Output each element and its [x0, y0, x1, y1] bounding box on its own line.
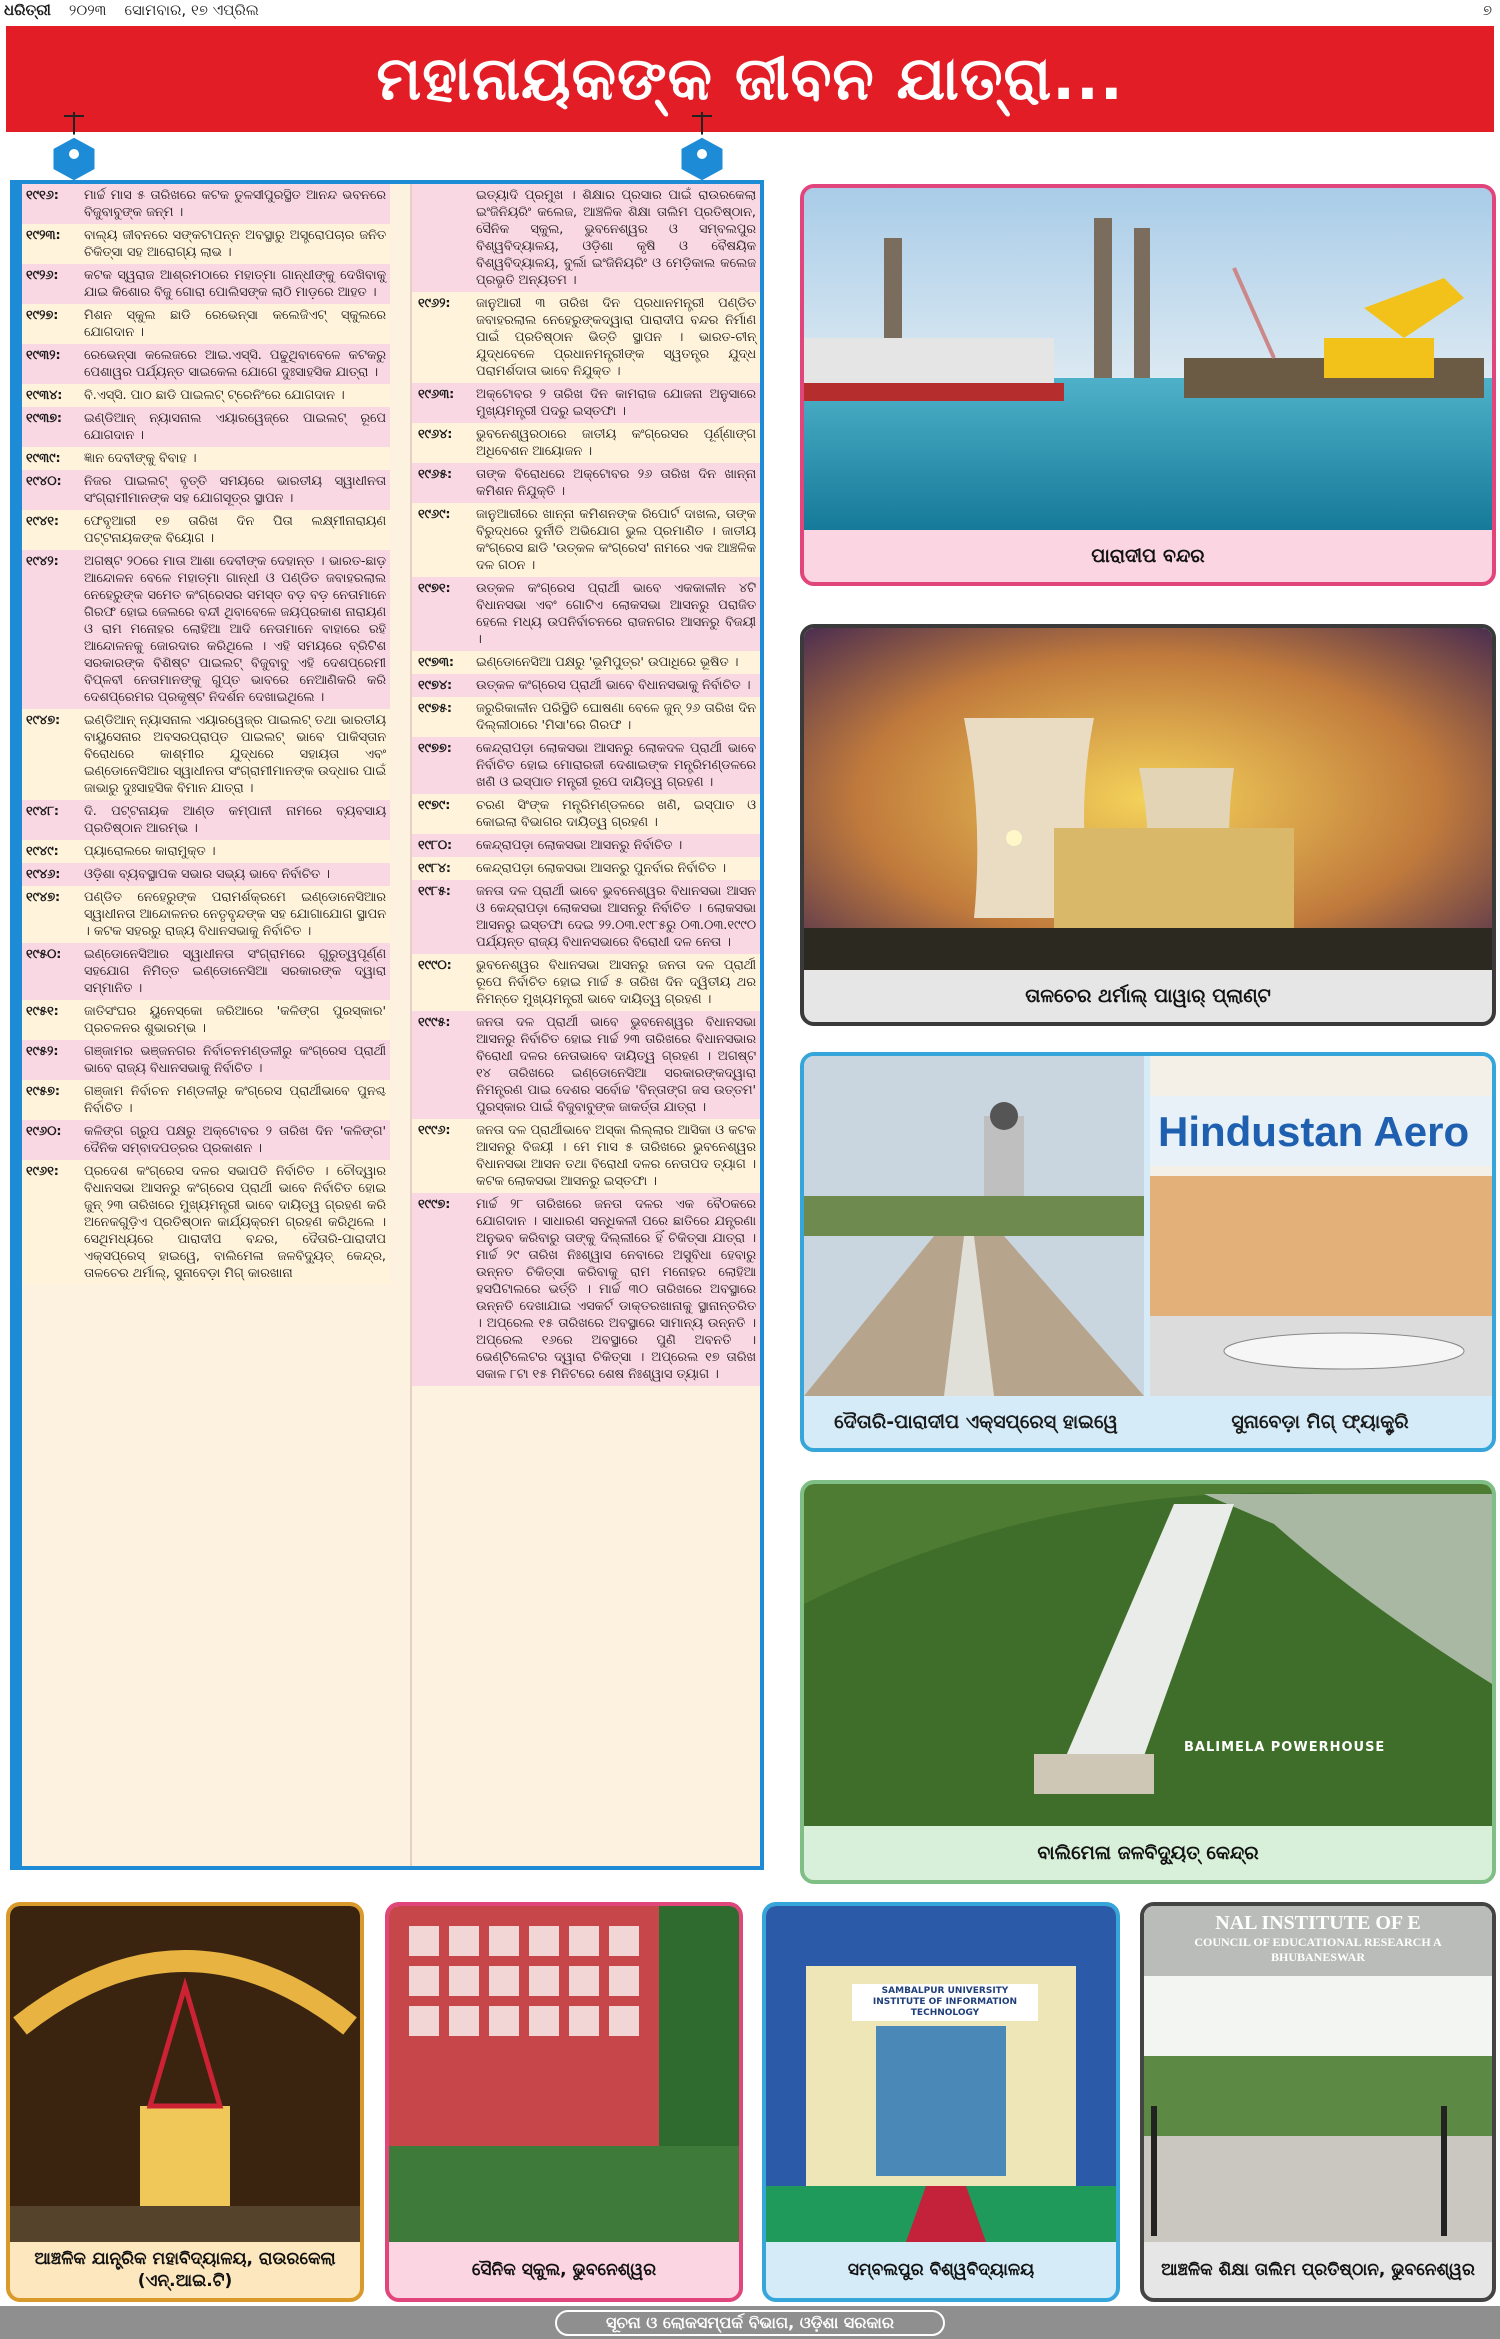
timeline-entry [22, 470, 390, 510]
hanger-hook-icon [38, 112, 110, 184]
timeline-entry [412, 292, 760, 383]
timeline-text: ମାର୍ଚ୍ଚ ୨୮ ତାରିଖରେ ଜନତା ଦଳର ଏକ ବୈଠକରେ ଯୋଗଦାନ । ସାଧାରଣ ସନ୍ଧିକଳୀ ପରେ ଛାତିରେ ଯନ୍ତ୍ରଣା ଅନୁଭବ କରିବାରୁ ତାଙ୍କୁ ଦିଲ୍ଲୀରେ ହିଁ ଚିକିତ୍ସା ଯାତ୍ରା । ମାର୍ଚ୍ଚ ୨୯ ତାରିଖ ନିଃଶ୍ୱାସ ନେବାରେ ଅସୁବିଧା ହେବାରୁ ଉନ୍ନତ ଚିକିତ୍ସା କରିବାକୁ ରାମ ମନୋହର ଲୋହିଆ ହସପିଟାଲରେ ଭର୍ତ୍ତି । ମାର୍ଚ୍ଚ ୩୦ ତାରିଖରେ ଅବସ୍ଥାରେ ଉନ୍ନତି ଦେଖାଯାଇ ଏସକର୍ଟ ଡାକ୍ତରଖାନାକୁ ସ୍ଥାନାନ୍ତରିତ । ଅପ୍ରେଲ ୧୫ ତାରିଖରେ ଅବସ୍ଥାରେ ସାମାନ୍ୟ ଉନ୍ନତି । ଅପ୍ରେଲ ୧୬ରେ ଅବସ୍ଥାରେ ପୁଣି ଅବନତି । ଭେଣ୍ଟିଲେଟର ଦ୍ୱାରା ଚିକିତ୍ସା । ଅପ୍ରେଲ ୧୭ ତାରିଖ ସକାଳ ୮ଟା ୧୫ ମିନିଟରେ ଶେଷ ନିଃଶ୍ୱାସ ତ୍ୟାଗ । [476, 1197, 756, 1382]
timeline-entry [412, 1193, 760, 1386]
timeline-text: ଇଣ୍ଡୋନେସିଆ ପକ୍ଷରୁ 'ଭୂମିପୁତ୍ର' ଉପାଧିରେ ଭୂଷିତ । [476, 655, 739, 670]
timeline-year: ୧୯୩୯: [26, 451, 61, 466]
talcher-thermal-photo [804, 628, 1492, 970]
timeline-text: ଉତ୍କଳ କଂଗ୍ରେସ ପ୍ରାର୍ଥୀ ଭାବେ ବିଧାନସଭାକୁ ନିର୍ବାଚିତ । [476, 678, 751, 693]
timeline-entry [412, 697, 760, 737]
timeline-year: ୧୯୪୬: [26, 867, 61, 882]
timeline-year: ୧୯୯୫: [418, 1015, 451, 1030]
caption-mig-factory: ସୁନାବେଡ଼ା ମିଗ୍ ଫ୍ୟାକ୍ଟ୍ରି [1231, 1411, 1409, 1433]
timeline-entry [22, 1040, 390, 1080]
timeline-entry [412, 954, 760, 1011]
timeline-entry [412, 1011, 760, 1119]
photo-card-paradip-port [800, 184, 1496, 586]
timeline-year: ୧୯୪୮: [26, 804, 60, 819]
timeline-year: ୧୯୫୨: [26, 1044, 59, 1059]
timeline-entry [22, 886, 390, 943]
timeline-text: ତାଙ୍କ ବିରୋଧରେ ଅକ୍ଟୋବର ୨୬ ତାରିଖ ଦିନ ଖାନ୍ନା କମିଶନ ନିଯୁକ୍ତି । [476, 467, 756, 499]
photo-card-talcher-thermal [800, 624, 1496, 1026]
caption-sainik-school: ସୈନିକ ସ୍କୁଲ, ଭୁବନେଶ୍ୱର [471, 2260, 657, 2280]
timeline-column-right [410, 184, 760, 1866]
photo-card-riet [1140, 1902, 1496, 2302]
timeline-entry [22, 943, 390, 1000]
timeline-text: ଇଣ୍ଡୋନେସିଆର ସ୍ୱାଧୀନତା ସଂଗ୍ରାମରେ ଗୁରୁତ୍ୱପୂର୍ଣ୍ଣ ସହଯୋଗ ନିମିତ୍ତ ଇଣ୍ଡୋନେସିଆ ସରକାରଙ୍କ ଦ୍ୱାରା ସମ୍ମାନିତ । [84, 947, 386, 996]
timeline-entry [412, 1119, 760, 1193]
timeline-panel [10, 180, 764, 1870]
title-banner [6, 26, 1494, 132]
footer-credit: ସୂଚନା ଓ ଲୋକସମ୍ପର୍କ ବିଭାଗ, ଓଡ଼ିଶା ସରକାର [555, 2310, 945, 2336]
page-title: ମହାନାୟକଙ୍କ ଜୀବନ ଯାତ୍ରା... [376, 44, 1124, 114]
timeline-text: ଇତ୍ୟାଦି ପ୍ରମୁଖ । ଶିକ୍ଷାର ପ୍ରସାର ପାଇଁ ରାଉରକେଲା ଇଂଜିନିୟରିଂ କଲେଜ, ଆଞ୍ଚଳିକ ଶିକ୍ଷା ତାଲିମ ପ୍ରତିଷ୍ଠାନ, ସୈନିକ ସ୍କୁଲ, ଭୁବନେଶ୍ୱର ଓ ସମ୍ବଲପୁର ବିଶ୍ୱବିଦ୍ୟାଳୟ, ଓଡ଼ିଶା କୃଷି ଓ ବୈଷୟିକ ବିଶ୍ୱବିଦ୍ୟାଳୟ, ବୁର୍ଲା ଇଂଜିନିୟରିଂ ଓ ମେଡ଼ିକାଲ କଲେଜ ପ୍ରଭୃତି ଅନ୍ୟତମ । [476, 188, 756, 288]
timeline-text: ଜନତା ଦଳ ପ୍ରାର୍ଥୀ ଭାବେ ଭୁବନେଶ୍ୱର ବିଧାନସଭା ଆସନ ଓ କେନ୍ଦ୍ରାପଡ଼ା ଲୋକସଭା ଆସନରୁ ନିର୍ବାଚିତ । ଲୋକସଭା ଆସନରୁ ଇସ୍ତଫା ଦେଇ ୨୨.୦୩.୧୯୮୫ରୁ ୦୩.୦୩.୧୯୯୦ ପର୍ଯ୍ୟନ୍ତ ରାଜ୍ୟ ବିଧାନସଭାରେ ବିରୋଧୀ ଦଳ ନେତା । [476, 884, 756, 950]
timeline-year: ୧୯୪୭: [26, 890, 61, 905]
timeline-year: ୧୯୬୧: [26, 1164, 59, 1179]
balimela-hydro-photo [804, 1484, 1492, 1826]
caption-balimela: ବାଲିମେଳା ଜଳବିଦ୍ୟୁତ୍ କେନ୍ଦ୍ର [1037, 1842, 1259, 1864]
timeline-entry [22, 709, 390, 800]
riet-sign-line-2: COUNCIL OF EDUCATIONAL RESEARCH A [1194, 1935, 1442, 1949]
timeline-entry [22, 1120, 390, 1160]
timeline-text: ଓଡ଼ିଶା ବ୍ୟବସ୍ଥାପକ ସଭାର ସଭ୍ୟ ଭାବେ ନିର୍ବାଚିତ । [84, 867, 330, 882]
timeline-text: କଟକ ସ୍ୱରାଜ ଆଶ୍ରମଠାରେ ମହାତ୍ମା ଗାନ୍ଧୀଙ୍କୁ ଦେଖିବାକୁ ଯାଇ କିଶୋର ବିଜୁ ଗୋରା ପୋଲିସଙ୍କ ଲାଠି ମାଡ଼ରେ ଆହତ । [84, 268, 386, 300]
timeline-entry [22, 304, 390, 344]
hanger-hook-icon [666, 112, 738, 184]
timeline-year: ୧୯୭୯: [418, 798, 451, 813]
caption-paradip-port: ପାରାଦୀପ ବନ୍ଦର [1091, 545, 1205, 567]
paradip-port-photo [804, 188, 1492, 530]
riet-sign [1144, 1912, 1492, 1965]
photo-card-sambalpur-university [762, 1902, 1120, 2302]
timeline-entry [22, 384, 390, 407]
rec-rourkela-photo [10, 1906, 360, 2242]
timeline-year: ୧୯୩୭: [26, 411, 63, 426]
timeline-year: ୧୯୬୫: [418, 467, 453, 482]
timeline-year: ୧୯୭୧: [418, 581, 451, 596]
timeline-year: ୧୯୭୭: [418, 741, 452, 756]
photo-card-balimela [800, 1480, 1496, 1884]
timeline-entry [22, 264, 390, 304]
timeline-entry [412, 737, 760, 794]
timeline-text: ଅଗଷ୍ଟ ୨୦ରେ ମାତା ଆଶା ଦେବୀଙ୍କ ଦେହାନ୍ତ । ଭାରତ-ଛାଡ଼ ଆନ୍ଦୋଳନ ବେଳେ ମହାତ୍ମା ଗାନ୍ଧୀ ଓ ପଣ୍ଡିତ ଜବାହରଲାଲ ନେହେରୁଙ୍କ ସମେତ କଂଗ୍ରେସର ସମସ୍ତ ବଡ଼ ବଡ଼ ନେତାମାନେ ଗିରଫ ହୋଇ ଜେଲରେ ବନ୍ଦୀ ଥିବାବେଳେ ଜୟପ୍ରକାଶ ନାରାୟଣ ଓ ରାମ ମନୋହର ଲୋହିଆ ଆଦି ନେତାମାନେ ବାହାରେ ରହି ଆନ୍ଦୋଳନକୁ ଜୋରଦାର କରିଥିଲେ । ଏହି ସମୟରେ ବ୍ରିଟିଶ ସରକାରଙ୍କ ବିଶିଷ୍ଟ ପାଇଲଟ୍ ବିଜୁବାବୁ ଏହି ଦେଶପ୍ରେମୀ ବିପ୍ଳବୀ ନେତାମାନଙ୍କୁ ଗୁପ୍ତ ଭାବରେ ନେଆଣିକରି କରି ଦେଶପ୍ରେମର ପ୍ରକୃଷ୍ଟ ନିଦର୍ଶନ ଦେଖାଇଥିଲେ । [84, 554, 386, 705]
caption-highway: ଦୈତାରି-ପାରାଦୀପ ଏକ୍ସପ୍ରେସ୍ ହାଇୱେ [834, 1411, 1118, 1433]
timeline-text: ରେଭେନ୍ସା କଲେଜରେ ଆଇ.ଏସ୍‌ସି. ପଢୁଥିବାବେଳେ କଟକରୁ ପେଶାୱର ପର୍ଯ୍ୟନ୍ତ ସାଇକେଲ ଯୋଗେ ଦୁଃସାହସିକ ଯାତ୍ରା । [84, 348, 386, 380]
timeline-year: ୧୯୯୬: [418, 1123, 451, 1138]
timeline-year: ୧୯୬୨: [418, 296, 451, 311]
timeline-year: ୧୯୪୦: [26, 474, 62, 489]
timeline-text: ବାଲ୍ୟ ଜୀବନରେ ସଙ୍କଟାପନ୍ନ ଅବସ୍ଥାରୁ ଅସ୍ତ୍ରୋପଚାର ଜନିତ ଚିକିତ୍ସା ସହ ଆରୋଗ୍ୟ ଲାଭ । [84, 228, 386, 260]
header-date: ସୋମବାର, ୧୭ ଏପ୍ରିଲ [124, 1, 259, 19]
timeline-year: ୧୯୪୯: [26, 844, 59, 859]
timeline-text: କେନ୍ଦ୍ରାପଡ଼ା ଲୋକସଭା ଆସନରୁ ଲୋକଦଳ ପ୍ରାର୍ଥୀ ଭାବେ ନିର୍ବାଚିତ ହୋଇ ମୋରାରଜୀ ଦେଶାଇଙ୍କ ମନ୍ତ୍ରିମଣ୍ଡଳରେ ଖଣି ଓ ଇସ୍ପାତ ମନ୍ତ୍ରୀ ରୂପେ ଦାୟିତ୍ୱ ଗ୍ରହଣ । [476, 741, 756, 790]
timeline-entry [412, 880, 760, 954]
timeline-text: ଇଣ୍ଡିଆନ୍ ନ୍ୟାସନାଲ ଏୟାରୱେଜ୍‌ରେ ପାଇଲଟ୍ ରୂପେ ଯୋଗଦାନ । [84, 411, 386, 443]
timeline-text: ଜନତା ଦଳ ପ୍ରାର୍ଥୀଭାବେ ଅସ୍କା ଲିଲ୍ଲାର ଆସିକା ଓ କଟକ ଆସନରୁ ବିଜୟୀ । ମେ ମାସ ୫ ତାରିଖରେ ଭୁବନେଶ୍ୱର ବିଧାନସଭା ଆସନ ତଥା ବିରୋଧୀ ଦଳର ନେତାପଦ ତ୍ୟାଗ । କଟକ ଲୋକସଭା ଆସନରୁ ଇସ୍ତଫା । [476, 1123, 756, 1189]
timeline-year: ୧୯୭୫: [418, 701, 452, 716]
timeline-year: ୧୯୨୩: [26, 228, 61, 243]
timeline-year: ୧୯୯୦: [418, 958, 452, 973]
footer-strip [0, 2306, 1500, 2339]
timeline-text: ଉତ୍କଳ କଂଗ୍ରେସ ପ୍ରାର୍ଥୀ ଭାବେ ଏକକାଳୀନ ୪ଟି ବିଧାନସଭା ଏବଂ ଗୋଟିଏ ଲୋକସଭା ଆସନରୁ ପରାଜିତ ହେଲେ ମଧ୍ୟ ଉପନିର୍ବାଚନରେ ରାଜନଗର ଆସନରୁ ବିଜୟୀ । [476, 581, 756, 647]
timeline-year: ୧୯୪୭: [26, 713, 61, 728]
sainik-school-photo [389, 1906, 739, 2242]
timeline-entry [22, 840, 390, 863]
timeline-text: କେନ୍ଦ୍ରାପଡ଼ା ଲୋକସଭା ଆସନରୁ ପୁନର୍ବାର ନିର୍ବାଚିତ । [476, 861, 726, 876]
timeline-text: ଫେବୃଆରୀ ୧୭ ତାରିଖ ଦିନ ପିତା ଲକ୍ଷ୍ମୀନାରାୟଣ ପଟ୍ଟନାୟକଙ୍କ ବିୟୋଗ । [84, 514, 386, 546]
timeline-year: ୧୯୬୪: [418, 427, 453, 442]
hal-sign: Hindustan Aero [1158, 1108, 1470, 1155]
timeline-entry [22, 550, 390, 709]
timeline-year: ୧୯୪୨: [26, 554, 59, 569]
timeline-entry [412, 834, 760, 857]
timeline-year [418, 187, 472, 289]
timeline-entry [22, 1080, 390, 1120]
caption-riet: ଆଞ୍ଚଳିକ ଶିକ୍ଷା ତାଲିମ ପ୍ରତିଷ୍ଠାନ, ଭୁବନେଶ୍ୱର [1161, 2260, 1475, 2280]
timeline-year: ୧୯୪୧: [26, 514, 60, 529]
timeline-text: ନିଜର ପାଇଲଟ୍ ବୃତ୍ତି ସମୟରେ ଭାରତୀୟ ସ୍ୱାଧୀନତା ସଂଗ୍ରାମୀମାନଙ୍କ ସହ ଯୋଗସୂତ୍ର ସ୍ଥାପନ । [84, 474, 386, 506]
running-header [0, 0, 1500, 22]
timeline-entry [22, 224, 390, 264]
timeline-entry [412, 463, 760, 503]
timeline-year: ୧୯୬୦: [26, 1124, 62, 1139]
photo-card-sainik-school [385, 1902, 743, 2302]
timeline-year: ୧୯୮୦: [418, 838, 453, 853]
timeline-text: ଜନତା ଦଳ ପ୍ରାର୍ଥୀ ଭାବେ ଭୁବନେଶ୍ୱର ବିଧାନସଭା ଆସନରୁ ନିର୍ବାଚିତ ହୋଇ ମାର୍ଚ୍ଚ ୨୩ ତାରିଖରେ ବିଧାନସଭାର ବିରୋଧୀ ଦଳର ନେତାଭାବେ ଦାୟିତ୍ୱ ଗ୍ରହଣ । ଅଗଷ୍ଟ ୧୪ ତାରିଖରେ ଇଣ୍ଡୋନେସିଆ ସରକାରଙ୍କଦ୍ୱାରା ନିମନ୍ତ୍ରଣ ପାଇ ଦେଶର ସର୍ବୋଚ୍ଚ 'ବିନ୍ତାଙ୍ଗ ଜସ ଉତ୍ତମ' ପୁରସ୍କାର ପାଇଁ ବିଜୁବାବୁଙ୍କ ଜାକର୍ତ୍ତା ଯାତ୍ରା । [476, 1015, 756, 1115]
header-year: ୨୦୨୩ [68, 1, 107, 19]
timeline-text: ଭୁବନେଶ୍ୱର ବିଧାନସଭା ଆସନରୁ ଜନତା ଦଳ ପ୍ରାର୍ଥୀ ରୂପେ ନିର୍ବାଚିତ ହୋଇ ମାର୍ଚ୍ଚ ୫ ତାରିଖ ଦିନ ଦ୍ୱିତୀୟ ଥର ନିମନ୍ତେ ମୁଖ୍ୟମନ୍ତ୍ରୀ ଭାବେ ଦାୟିତ୍ୱ ଗ୍ରହଣ । [476, 958, 756, 1007]
timeline-entry [22, 1160, 390, 1285]
timeline-text: ବି.ଏସ୍‌ସି. ପାଠ ଛାଡି ପାଇଲଟ୍ ଟ୍ରେନିଂରେ ଯୋଗଦାନ । [84, 388, 345, 403]
timeline-text: ଦି. ପଟ୍ଟନାୟକ ଆଣ୍ଡ କମ୍ପାନୀ ନାମରେ ବ୍ୟବସାୟ ପ୍ରତିଷ୍ଠାନ ଆରମ୍ଭ । [84, 804, 386, 836]
timeline-text: ପ୍ୟାରୋଲରେ କାରାମୁକ୍ତ । [84, 844, 216, 859]
timeline-column-left [22, 184, 390, 1866]
timeline-entry [412, 651, 760, 674]
timeline-year: ୧୯୨୬: [26, 268, 59, 283]
timeline-entry [412, 503, 760, 577]
timeline-entry [412, 577, 760, 651]
timeline-entry [22, 447, 390, 470]
timeline-entry [412, 794, 760, 834]
timeline-year: ୧୯୧୬: [26, 188, 59, 203]
timeline-text: ଚରଣ ସିଂଙ୍କ ମନ୍ତ୍ରିମଣ୍ଡଳରେ ଖଣି, ଇସ୍ପାତ ଓ କୋଇଲା ବିଭାଗର ଦାୟିତ୍ୱ ଗ୍ରହଣ । [476, 798, 756, 830]
timeline-year: ୧୯୫୭: [26, 1084, 60, 1099]
riet-sign-line-1: NAL INSTITUTE OF E [1215, 1912, 1421, 1934]
highway-and-mig-photos [804, 1056, 1492, 1396]
photo-card-rec-rourkela [6, 1902, 364, 2302]
paper-name: ଧରିତ୍ରୀ [4, 1, 51, 19]
timeline-year: ୧୯୭୪: [418, 678, 453, 693]
timeline-entry [22, 1000, 390, 1040]
photo-card-highway-mig [800, 1052, 1496, 1452]
timeline-text: ଇଣ୍ଡିଆନ୍ ନ୍ୟାସନାଲ ଏୟାରୱେଜ୍‌ର ପାଇଲଟ୍ ତଥା ଭାରତୀୟ ବାୟୁସେନାର ଅବସରପ୍ରାପ୍ତ ପାଇଲଟ୍ ଭାବେ ପାକିସ୍ତାନ ବିରୋଧରେ କାଶ୍ମୀର ଯୁଦ୍ଧରେ ସହାୟତା ଏବଂ ଇଣ୍ଡୋନେସିଆର ସ୍ୱାଧୀନତା ସଂଗ୍ରାମୀମାନଙ୍କ ଉଦ୍ଧାର ପାଇଁ ଜାଭାରୁ ଦୁଃସାହସିକ ବିମାନ ଯାତ୍ରା । [84, 713, 386, 796]
timeline-entry [22, 510, 390, 550]
timeline-year: ୧୯୮୪: [418, 861, 452, 876]
timeline-text: ମିଶନ ସ୍କୁଲ ଛାଡି ରେଭେନ୍ସା କଲେଜିଏଟ୍ ସ୍କୁଲରେ ଯୋଗଦାନ । [84, 308, 386, 340]
timeline-text: ଜାନୁଆରୀରେ ଖାନ୍ନା କମିଶନଙ୍କ ରିପୋର୍ଟ ଦାଖଲ, ତାଙ୍କ ବିରୁଦ୍ଧରେ ଦୁର୍ନୀତି ଅଭିଯୋଗ ଭୁଲ ପ୍ରମାଣିତ । ଜାତୀୟ କଂଗ୍ରେସ ଛାଡି 'ଉତ୍କଳ କଂଗ୍ରେସ' ନାମରେ ଏକ ଆଞ୍ଚଳିକ ଦଳ ଗଠନ । [476, 507, 756, 573]
sambalpur-university-photo [766, 1906, 1116, 2242]
timeline-text: ଗଞ୍ଜାମର ଭଞ୍ଜନଗର ନିର୍ବାଚନମଣ୍ଡଳୀରୁ କଂଗ୍ରେସ ପ୍ରାର୍ଥୀ ଭାବେ ରାଜ୍ୟ ବିଧାନସଭାକୁ ନିର୍ବାଚିତ । [84, 1044, 386, 1076]
timeline-text: କଳିଙ୍ଗ ଗ୍ରୁପ ପକ୍ଷରୁ ଅକ୍ଟୋବର ୨ ତାରିଖ ଦିନ 'କଳିଙ୍ଗ' ଦୈନିକ ସମ୍ବାଦପତ୍ରର ପ୍ରକାଶନ । [84, 1124, 386, 1156]
timeline-year: ୧୯୨୭: [26, 308, 59, 323]
timeline-text: ଜାନୁଆରୀ ୩ ତାରିଖ ଦିନ ପ୍ରଧାନମନ୍ତ୍ରୀ ପଣ୍ଡିତ ଜବାହରଲାଲ ନେହେରୁଙ୍କଦ୍ୱାରା ପାରାଦୀପ ବନ୍ଦର ନିର୍ମାଣ ପାଇଁ ପ୍ରତିଷ୍ଠାନ ଭିତ୍ତି ସ୍ଥାପନ । ଭାରତ-ଚୀନ୍ ଯୁଦ୍ଧବେଳେ ପ୍ରଧାନମନ୍ତ୍ରୀଙ୍କ ସ୍ୱତନ୍ତ୍ର ଯୁଦ୍ଧ ପରାମର୍ଶଦାତା ଭାବେ ନିଯୁକ୍ତ । [476, 296, 756, 379]
timeline-entry [22, 800, 390, 840]
timeline-text: ପ୍ରଦେଶ କଂଗ୍ରେସ ଦଳର ସଭାପତି ନିର୍ବାଚିତ । ଚୌଦ୍ୱାର ବିଧାନସଭା ଆସନରୁ କଂଗ୍ରେସ ପ୍ରାର୍ଥୀ ଭାବେ ନିର୍ବାଚିତ ହୋଇ ଜୁନ୍ ୨୩ ତାରିଖରେ ମୁଖ୍ୟମନ୍ତ୍ରୀ ଭାବେ ଦାୟିତ୍ୱ ଗ୍ରହଣ କରି ଅନେକଗୁଡ଼ିଏ ପ୍ରତିଷ୍ଠାନ କାର୍ଯ୍ୟକ୍ରମ ଗ୍ରହଣ କରିଥିଲେ । ସେଥିମଧ୍ୟରେ ପାରାଦୀପ ବନ୍ଦର, ଦୈତାରି-ପାରାଦୀପ ଏକ୍ସପ୍ରେସ୍ ହାଇୱେ, ବାଲିମେଳା ଜଳବିଦ୍ୟୁତ୍ କେନ୍ଦ୍ର, ତାଳଚେର ଥର୍ମାଲ୍, ସୁନାବେଡ଼ା ମିଗ୍ କାରଖାନା [84, 1164, 386, 1281]
timeline-text: ଭୁବନେଶ୍ୱରଠାରେ ଜାତୀୟ କଂଗ୍ରେସର ପୂର୍ଣ୍ଣାଙ୍ଗ ଅଧିବେଶନ ଆୟୋଜନ । [476, 427, 756, 459]
timeline-entry [412, 674, 760, 697]
timeline-year: ୧୯୯୭: [418, 1197, 451, 1212]
caption-sambalpur-university: ସମ୍ବଲପୁର ବିଶ୍ୱବିଦ୍ୟାଳୟ [847, 2260, 1035, 2280]
timeline-year: ୧୯୩୪: [26, 388, 63, 403]
timeline-entry [22, 184, 390, 224]
timeline-entry [22, 407, 390, 447]
timeline-entry [412, 423, 760, 463]
timeline-entry [22, 863, 390, 886]
timeline-text: ଅକ୍ଟୋବର ୨ ତାରିଖ ଦିନ କାମରାଜ ଯୋଜନା ଅନୁସାରେ ମୁଖ୍ୟମନ୍ତ୍ରୀ ପଦରୁ ଇସ୍ତଫା । [476, 387, 756, 419]
timeline-text: କେନ୍ଦ୍ରାପଡ଼ା ଲୋକସଭା ଆସନରୁ ନିର୍ବାଚିତ । [476, 838, 683, 853]
timeline-year: ୧୯୫୧: [26, 1004, 59, 1019]
timeline-entry [412, 857, 760, 880]
timeline-year: ୧୯୮୫: [418, 884, 451, 899]
sambalpur-sign: SAMBALPUR UNIVERSITY INSTITUTE OF INFORMATION TECHNOLOGY [852, 1984, 1038, 2021]
caption-rec-rourkela: ଆଞ୍ଚଳିକ ଯାନ୍ତ୍ରିକ ମହାବିଦ୍ୟାଳୟ, ରାଉରକେଲା (ଏନ୍.ଆଇ.ଟି) [34, 2249, 336, 2291]
timeline-text: ଜ୍ଞାନ ଦେବୀଙ୍କୁ ବିବାହ । [84, 451, 197, 466]
caption-talcher-thermal: ତାଳଚେର ଥର୍ମାଲ୍ ପାୱାର୍ ପ୍ଲାଣ୍ଟ [1025, 985, 1271, 1007]
timeline-text: ଗଞ୍ଜାମ ନିର୍ବାଚନ ମଣ୍ଡଳୀରୁ କଂଗ୍ରେସ ପ୍ରାର୍ଥୀଭାବେ ପୁନଶ୍ଚ ନିର୍ବାଚିତ । [84, 1084, 386, 1116]
riet-sign-line-3: BHUBANESWAR [1270, 1950, 1366, 1964]
timeline-text: ପଣ୍ଡିତ ନେହେରୁଙ୍କ ପରାମର୍ଶକ୍ରମେ ଇଣ୍ଡୋନେସିଆର ସ୍ୱାଧୀନତା ଆନ୍ଦୋଳନର ନେତୃବୃନ୍ଦଙ୍କ ସହ ଯୋଗାଯୋଗ ସ୍ଥାପନ । କଟକ ସହରରୁ ରାଜ୍ୟ ବିଧାନସଭାକୁ ନିର୍ବାଚିତ । [84, 890, 386, 939]
timeline-year: ୧୯୭୩: [418, 655, 455, 670]
timeline-year: ୧୯୩୨: [26, 348, 61, 363]
timeline-entry [412, 184, 760, 292]
timeline-year: ୧୯୬୩: [418, 387, 455, 402]
page-number: ୭ [1482, 1, 1492, 19]
timeline-text: ମାର୍ଚ୍ଚ ମାସ ୫ ତାରିଖରେ କଟକ ତୁଳସୀପୁରସ୍ଥିତ ଆନନ୍ଦ ଭବନରେ ବିଜୁବାବୁଙ୍କ ଜନ୍ମ । [84, 188, 386, 220]
timeline-entry [22, 344, 390, 384]
timeline-entry [412, 383, 760, 423]
timeline-text: ଜରୁରିକାଳୀନ ପରିସ୍ଥିତି ଘୋଷଣା ବେଳେ ଜୁନ୍ ୨୬ ତାରିଖ ଦିନ ଦିଲ୍ଲୀଠାରେ 'ମିସା'ରେ ଗିରଫ । [476, 701, 756, 733]
timeline-year: ୧୯୫୦: [26, 947, 62, 962]
timeline-year: ୧୯୬୯: [418, 507, 451, 522]
timeline-text: ଜାତିସଂଘର ୟୁନେସ୍କୋ ଜରିଆରେ 'କଳିଙ୍ଗ ପୁରସ୍କାର' ପ୍ରଚଳନର ଶୁଭାରମ୍ଭ । [84, 1004, 386, 1036]
balimela-sign: BALIMELA POWERHOUSE [1184, 1740, 1386, 1755]
